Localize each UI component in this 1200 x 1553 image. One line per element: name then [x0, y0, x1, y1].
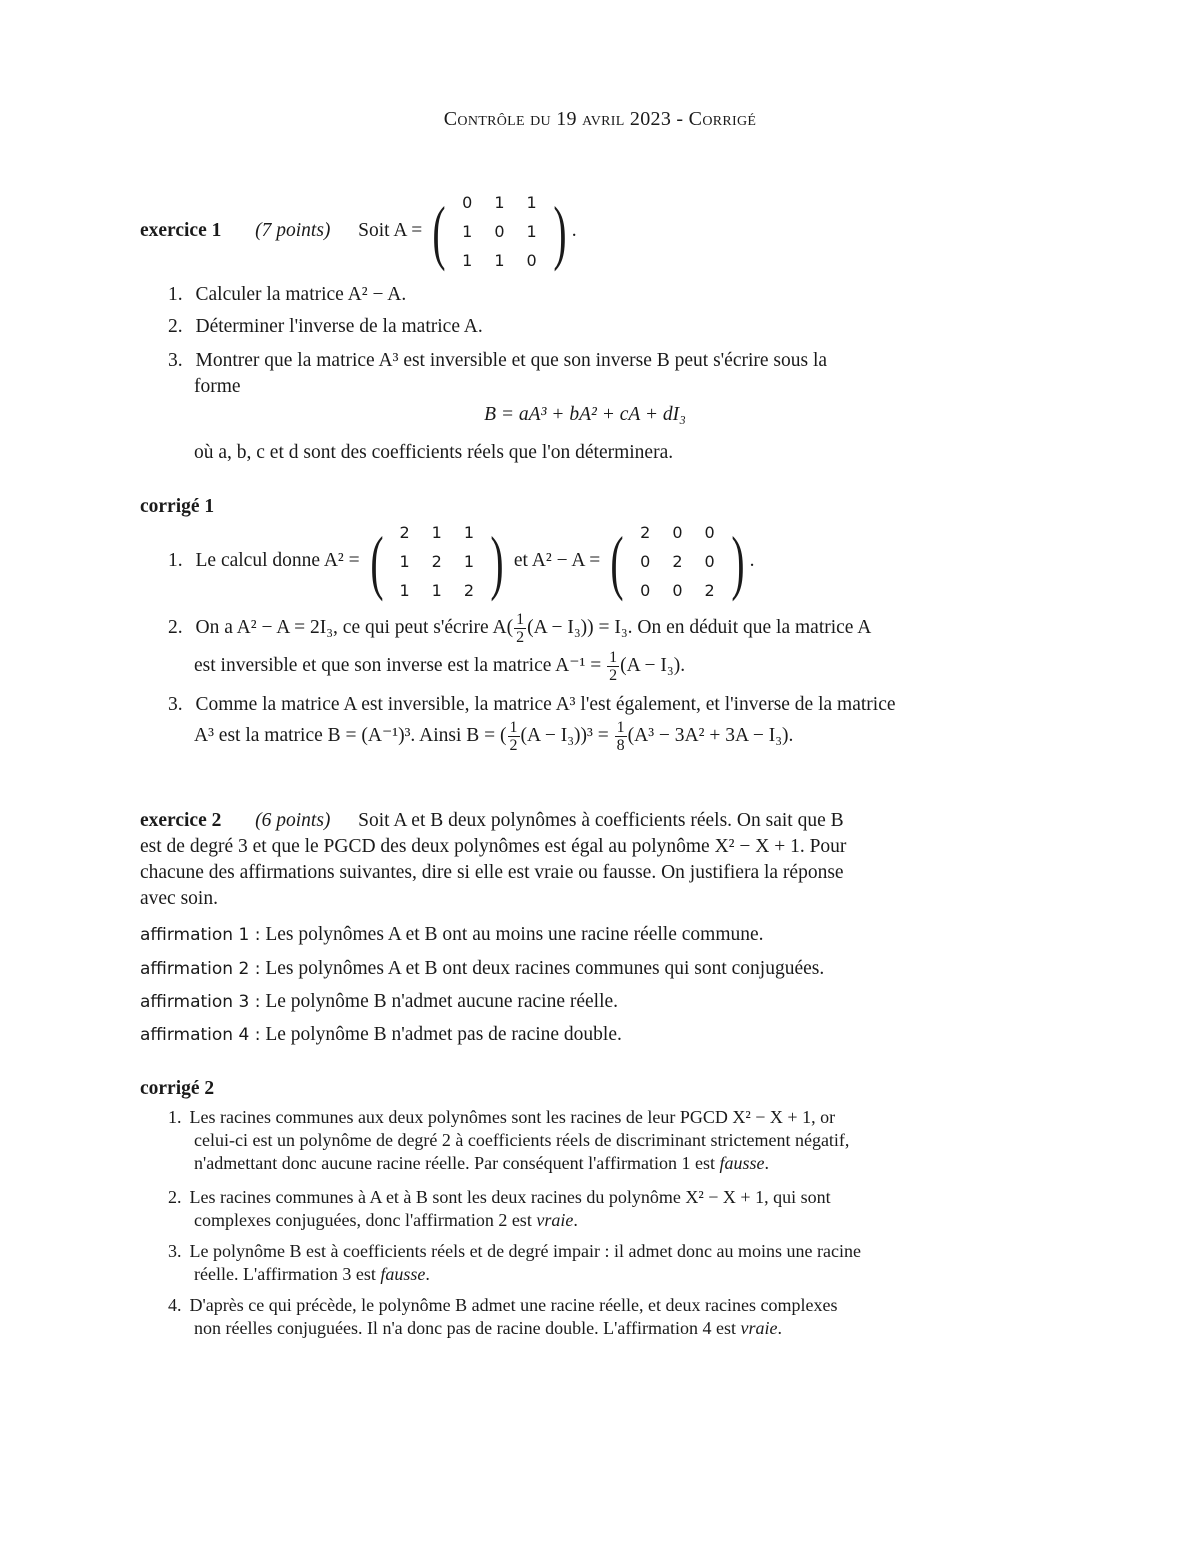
matrix-a-cell: 1	[526, 193, 537, 213]
cor2-item-3-line-2: réelle. L'affirmation 3 est	[194, 1264, 376, 1284]
matrix-a-squared-minus-a-cell: 0	[640, 552, 651, 572]
matrix-a-squared-minus-a-cell: 2	[640, 523, 651, 543]
affirmation-2	[140, 956, 824, 982]
cor2-item-3-number: 3.	[168, 1241, 182, 1261]
cor1-item-2-part-c: est inversible et que son inverse est la matrice A⁻¹ =	[194, 655, 602, 676]
matrix-a-cell: 0	[494, 222, 505, 242]
cor2-item-4-period: .	[777, 1318, 782, 1338]
cor2-item-1-line-1: Les racines communes aux deux polynômes sont les racines de leur PGCD X² − X + 1, or	[189, 1107, 836, 1127]
cor1-item-2-part-a: On a A² − A = 2I₃, ce qui peut s'écrire A(	[195, 617, 514, 638]
cor2-item-2-verdict: vraie	[536, 1210, 574, 1230]
matrix-a-squared-minus-a-row	[629, 518, 726, 547]
matrix-a-row	[451, 217, 548, 246]
ex1-item-3-number: 3.	[168, 350, 183, 371]
matrix-a-squared-minus-a-cell: 0	[640, 581, 651, 601]
ex1-item-3	[168, 348, 827, 374]
exercise-2-line-4: avec soin.	[140, 888, 218, 909]
cor2-item-2	[168, 1186, 831, 1232]
exercise-2-title: exercice 2	[140, 810, 222, 831]
affirmation-1-label: affirmation 1 :	[140, 925, 261, 945]
cor2-item-2-period: .	[573, 1210, 578, 1230]
cor2-item-3-period: .	[425, 1264, 430, 1284]
fraction-one-eighth: $\frac{1}{8}$	[616, 719, 625, 755]
matrix-a-squared-minus-a-cell: 0	[672, 581, 683, 601]
matrix-a-squared-row	[388, 518, 485, 547]
cor1-item-1-period: .	[749, 550, 755, 571]
matrix-a-squared-row	[388, 547, 485, 576]
cor1-item-3-part-a: Comme la matrice A est inversible, la matrice A³ l'est également, et l'inverse de la matrice	[195, 694, 896, 715]
matrix-a-cell: 1	[462, 251, 473, 271]
fraction-one-half-2: $\frac{1}{2}$	[609, 649, 618, 685]
cor2-item-4-verdict: vraie	[740, 1318, 778, 1338]
matrix-a-squared-cell: 1	[399, 552, 410, 572]
matrix-a-squared-minus-a-cell: 0	[704, 523, 715, 543]
matrix-a-squared-cell: 2	[463, 581, 475, 601]
matrix-a-squared-cell: 1	[463, 552, 475, 572]
cor2-item-1-verdict: fausse	[719, 1153, 765, 1173]
affirmation-3-text: Le polynôme B n'admet aucune racine réelle.	[265, 991, 619, 1012]
cor2-item-2-line-2: complexes conjuguées, donc l'affirmation 2 est	[194, 1210, 532, 1230]
cor1-item-3-part-b: A³ est la matrice B = (A⁻¹)³. Ainsi B = (	[194, 725, 507, 746]
matrix-a-squared-cell: 1	[399, 581, 410, 601]
cor1-item-3	[168, 692, 896, 718]
cor2-item-3-line-1: Le polynôme B est à coefficients réels et de degré impair : il admet donc au moins une racine	[189, 1241, 861, 1261]
matrix-a-squared: ( 2 1 1 1 2 1 1 1 2 )	[365, 518, 510, 605]
matrix-a-cell: 0	[462, 193, 473, 213]
ex1-item-3-text: Montrer que la matrice A³ est inversible et que son inverse B peut s'écrire sous la	[195, 350, 828, 371]
cor2-item-4-line-2: non réelles conjuguées. Il n'a donc pas de racine double. L'affirmation 4 est	[194, 1318, 736, 1338]
ex1-formula: B = aA³ + bA² + cA + dI₃	[484, 404, 686, 425]
cor2-item-4	[168, 1294, 837, 1340]
ex1-item-2-text: Déterminer l'inverse de la matrice A.	[195, 316, 483, 337]
cor2-item-2-line-1: Les racines communes à A et à B sont les deux racines du polynôme X² − X + 1, qui sont	[189, 1187, 831, 1207]
matrix-a-squared-minus-a-row	[629, 576, 726, 605]
cor2-item-1-line-3: n'admettant donc aucune racine réelle. Par conséquent l'affirmation 1 est	[194, 1153, 715, 1173]
page-title: Contrôle du 19 avril 2023 - Corrigé	[443, 108, 757, 130]
cor2-item-1-line-2: celui-ci est un polynôme de degré 2 à coefficients réels de discriminant strictement négatif,	[194, 1130, 850, 1150]
cor2-item-4-number: 4.	[168, 1295, 182, 1315]
exercise-2-text-1: Soit A et B deux polynômes à coefficients réels. On sait que B	[358, 810, 844, 831]
cor1-item-3-number: 3.	[168, 694, 183, 715]
matrix-a-cell: 1	[494, 193, 505, 213]
cor2-item-3	[168, 1240, 861, 1286]
cor1-item-2-part-b: (A − I₃)) = I₃. On en déduit que la matrice A	[527, 617, 872, 638]
cor1-item-3-part-d: (A³ − 3A² + 3A − I₃).	[627, 725, 794, 746]
exercise-2-points: (6 points)	[255, 810, 331, 831]
fraction-one-half-3: $\frac{1}{2}$	[509, 719, 518, 755]
exercise-1-intro: Soit A =	[358, 220, 423, 241]
ex1-item-2	[168, 314, 483, 340]
matrix-a-squared-minus-a: ( 2 0 0 0 2 0 0 0 2 )	[605, 518, 750, 605]
correction-1-title: corrigé 1	[140, 496, 215, 517]
cor2-item-4-line-1: D'après ce qui précède, le polynôme B admet une racine réelle, et deux racines complexes	[189, 1295, 838, 1315]
matrix-a-squared-cell: 2	[399, 523, 410, 543]
ex1-item-1-number: 1.	[168, 284, 183, 305]
matrix-a-squared-cell: 1	[431, 581, 442, 601]
cor1-item-2-part-d: (A − I₃).	[620, 655, 686, 676]
cor2-item-3-verdict: fausse	[380, 1264, 426, 1284]
cor1-item-1	[168, 516, 755, 606]
affirmation-4-label: affirmation 4 :	[140, 1025, 261, 1045]
cor2-item-1-number: 1.	[168, 1107, 182, 1127]
matrix-a-squared-cell: 2	[431, 552, 442, 572]
matrix-a-row	[451, 188, 548, 217]
cor1-item-1-number: 1.	[168, 550, 183, 571]
matrix-a-squared-minus-a-cell: 2	[704, 581, 715, 601]
matrix-a-squared-row	[388, 576, 485, 605]
cor1-item-3-part-c: (A − I₃))³ =	[520, 725, 609, 746]
exercise-1-period: .	[571, 220, 577, 241]
affirmation-2-label: affirmation 2 :	[140, 959, 261, 979]
cor1-item-1-pre: Le calcul donne A² =	[195, 550, 360, 571]
matrix-a-cell: 1	[494, 251, 505, 271]
matrix-a-cell: 1	[462, 222, 473, 242]
exercise-2-line-3: chacune des affirmations suivantes, dire si elle est vraie ou fausse. On justifiera la réponse	[140, 862, 844, 883]
cor2-item-2-number: 2.	[168, 1187, 182, 1207]
affirmation-3-label: affirmation 3 :	[140, 992, 261, 1012]
affirmation-1-text: Les polynômes A et B ont au moins une racine réelle commune.	[265, 924, 764, 945]
ex1-item-3-line-2: forme	[194, 376, 241, 397]
matrix-a-cell: 0	[526, 251, 537, 271]
exercise-1-points: (7 points)	[255, 220, 331, 241]
cor1-item-2-line-2	[194, 646, 685, 686]
affirmation-4-text: Le polynôme B n'admet pas de racine double.	[265, 1024, 622, 1045]
matrix-a-row	[451, 246, 548, 275]
exercise-2-line-2: est de degré 3 et que le PGCD des deux polynômes est égal au polynôme X² − X + 1. Pour	[140, 836, 847, 857]
matrix-a-squared-minus-a-row	[629, 547, 726, 576]
cor2-item-1-period: .	[764, 1153, 769, 1173]
ex1-where: où a, b, c et d sont des coefficients réels que l'on déterminera.	[194, 442, 674, 463]
exercise-1-title: exercice 1	[140, 220, 222, 241]
cor1-item-2-number: 2.	[168, 617, 183, 638]
exercise-1-header	[140, 186, 577, 276]
exercise-2-line-1	[140, 808, 844, 834]
cor1-item-2	[168, 608, 871, 648]
matrix-a-squared-minus-a-cell: 0	[672, 523, 683, 543]
matrix-a-squared-cell: 1	[431, 523, 442, 543]
affirmation-2-text: Les polynômes A et B ont deux racines communes qui sont conjuguées.	[265, 958, 825, 979]
cor2-item-1	[168, 1106, 849, 1175]
affirmation-3	[140, 989, 618, 1015]
matrix-a-cell: 1	[526, 222, 537, 242]
ex1-item-1	[168, 282, 406, 308]
cor1-item-1-mid: et A² − A =	[513, 550, 601, 571]
affirmation-4	[140, 1022, 622, 1048]
matrix-a-squared-minus-a-cell: 2	[672, 552, 683, 572]
fraction-one-half: $\frac{1}{2}$	[516, 611, 525, 647]
affirmation-1	[140, 922, 764, 948]
cor1-item-3-line-2	[194, 716, 793, 756]
correction-2-title: corrigé 2	[140, 1078, 215, 1099]
matrix-a-squared-minus-a-cell: 0	[704, 552, 715, 572]
ex1-item-2-number: 2.	[168, 316, 183, 337]
matrix-a-squared-cell: 1	[463, 523, 475, 543]
matrix-a: ( 0 1 1 1 0 1 1 1 0 )	[427, 188, 572, 275]
ex1-item-1-text: Calculer la matrice A² − A.	[195, 284, 407, 305]
